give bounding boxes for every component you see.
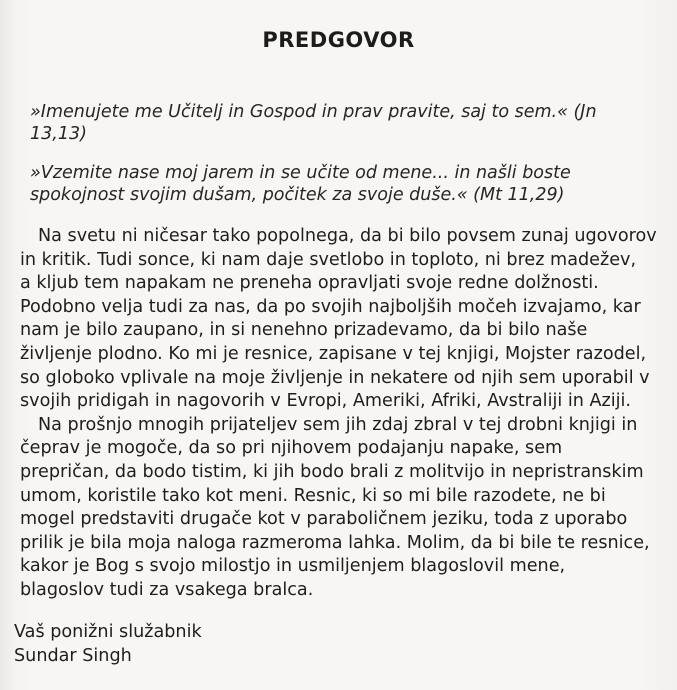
paragraph-line: prilik je bila moja naloga razmeroma lahka. Molim, da bi bile te resnice, bbox=[20, 532, 650, 553]
paragraph-2 bbox=[20, 414, 670, 603]
paragraph-line: in kritik. Tudi sonce, ki nam daje svetlobo in toploto, ni brez madežev, bbox=[20, 249, 637, 270]
quote-line: »Vzemite nase moj jarem in se učite od mene... in našli boste bbox=[30, 163, 571, 183]
paragraph-line: kakor je Bog s svojo milostjo in usmiljenjem blagoslovil mene, bbox=[20, 556, 566, 577]
paragraph-line: čeprav je mogoče, da so pri njihovem podajanju napake, sem bbox=[20, 438, 563, 459]
paragraph-line: svojih pridigah in nagovorih v Evropi, Ameriki, Afriki, Avstraliji in Aziji. bbox=[20, 391, 631, 412]
paragraph-line: a kljub tem napakam ne preneha opravljati svoje redne dolžnosti. bbox=[20, 273, 599, 294]
paragraph-line: prepričan, da bodo tistim, ki jih bodo brali z molitvijo in nepristranskim bbox=[20, 461, 644, 482]
paragraph-line: Podobno velja tudi za nas, da po svojih najboljših močeh izvajamo, kar bbox=[20, 296, 641, 317]
quote-line: 13,13) bbox=[30, 124, 87, 144]
preface-body bbox=[20, 225, 670, 603]
signature-closing: Vaš ponižni služabnik bbox=[14, 622, 202, 642]
paragraph-line: Na svetu ni ničesar tako popolnega, da bi bilo povsem zunaj ugovorov bbox=[38, 226, 657, 246]
paragraph-line: mogel predstaviti drugače kot v paraboličnem jeziku, toda z uporabo bbox=[20, 509, 628, 530]
signature-name: Sundar Singh bbox=[14, 646, 132, 666]
paragraph-line: umom, koristile tako kot meni. Resnic, ki so mi bile razodete, ne bi bbox=[20, 485, 606, 506]
paragraph-line: so globoko vplivale na moje življenje in nekatere od njih sem uporabil v bbox=[20, 367, 650, 388]
paragraph-line: nam je bilo zaupano, in si nenehno prizadevamo, da bi bilo naše bbox=[20, 320, 588, 341]
quote-line: spokojnost svojim dušam, počitek za svoje duše.« (Mt 11,29) bbox=[30, 185, 565, 205]
epigraph-quote-2 bbox=[30, 162, 645, 206]
epigraph-quote-1 bbox=[30, 101, 645, 145]
page-title: PREDGOVOR bbox=[262, 28, 415, 52]
paragraph-line: blagoslov tudi za vsakega bralca. bbox=[20, 579, 314, 600]
paragraph-line: Na prošnjo mnogih prijateljev sem jih zdaj zbral v tej drobni knjigi in bbox=[38, 414, 638, 435]
paragraph-1 bbox=[20, 225, 670, 414]
paragraph-line: življenje plodno. Ko mi je resnice, zapisane v tej knjigi, Mojster razodel, bbox=[20, 343, 647, 364]
quote-line: »Imenujete me Učitelj in Gospod in prav pravite, saj to sem.« (Jn bbox=[30, 102, 597, 122]
